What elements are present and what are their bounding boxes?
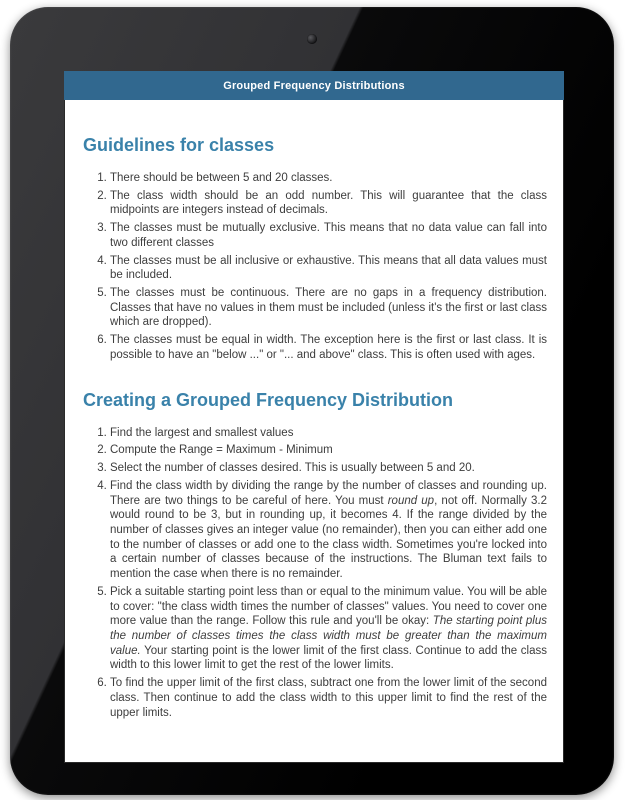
list-item: 6. The classes must be equal in width. The exception here is the first or last class. It is possible to have an "below ..." or "... and above" class. This is often used with ages.	[110, 333, 547, 362]
list-item: 1. Find the largest and smallest values	[110, 426, 547, 441]
title-bar-text: Grouped Frequency Distributions	[223, 79, 405, 92]
list-item: 1. There should be between 5 and 20 classes.	[110, 171, 547, 186]
list-item: 4. Find the class width by dividing the range by the number of classes and rounding up. There are two things to be careful of here. You must round up, not off. Normally 3.2 would round to be 3, but in rounding up, it becomes 4. If the range divided by the number of classes gives an integer value (no remainder), then you can either add one to the number of classes or add one to the class width. Sometimes you're locked into a certain number of classes because of the instructions. The Bluman text fails to mention the case when there is no remainder.	[110, 479, 547, 582]
section-creating	[83, 390, 547, 721]
list-item: 4. The classes must be all inclusive or exhaustive. This means that all data values must be included.	[110, 254, 547, 283]
section-heading-creating: Creating a Grouped Frequency Distribution	[83, 389, 454, 410]
tablet-frame	[10, 7, 614, 795]
section-guidelines	[83, 135, 547, 363]
list-item: 5. Pick a suitable starting point less than or equal to the minimum value. You will be able to cover: "the class width times the number of classes" values. You need to cover one more value than the range. Follow this rule and you'll be okay: The starting point plus the number of classes times the class width must be greater than the maximum value. Your starting point is the lower limit of the first class. Continue to add the class width to this lower limit to get the rest of the lower limits.	[110, 585, 547, 673]
list-item: 3. The classes must be mutually exclusive. This means that no data value can fall into two different classes	[110, 221, 547, 250]
tablet-screen[interactable]	[64, 71, 564, 763]
list-item: 3. Select the number of classes desired. This is usually between 5 and 20.	[110, 461, 547, 476]
list-item: 5. The classes must be continuous. There are no gaps in a frequency distribution. Classes that have no values in them must be included (unless it's the first or last class which are dropped).	[110, 286, 547, 330]
front-camera	[307, 34, 317, 44]
guidelines-list	[83, 171, 547, 363]
list-item: 6. To find the upper limit of the first class, subtract one from the lower limit of the second class. Then continue to add the class width to this upper limit to find the rest of the upper limits.	[110, 676, 547, 720]
creating-list	[83, 426, 547, 721]
document-content	[64, 100, 564, 720]
list-item: 2. The class width should be an odd number. This will guarantee that the class midpoints are integers instead of decimals.	[110, 189, 547, 218]
title-bar	[64, 71, 564, 100]
section-heading-guidelines: Guidelines for classes	[83, 135, 275, 155]
list-item: 2. Compute the Range = Maximum - Minimum	[110, 443, 547, 458]
